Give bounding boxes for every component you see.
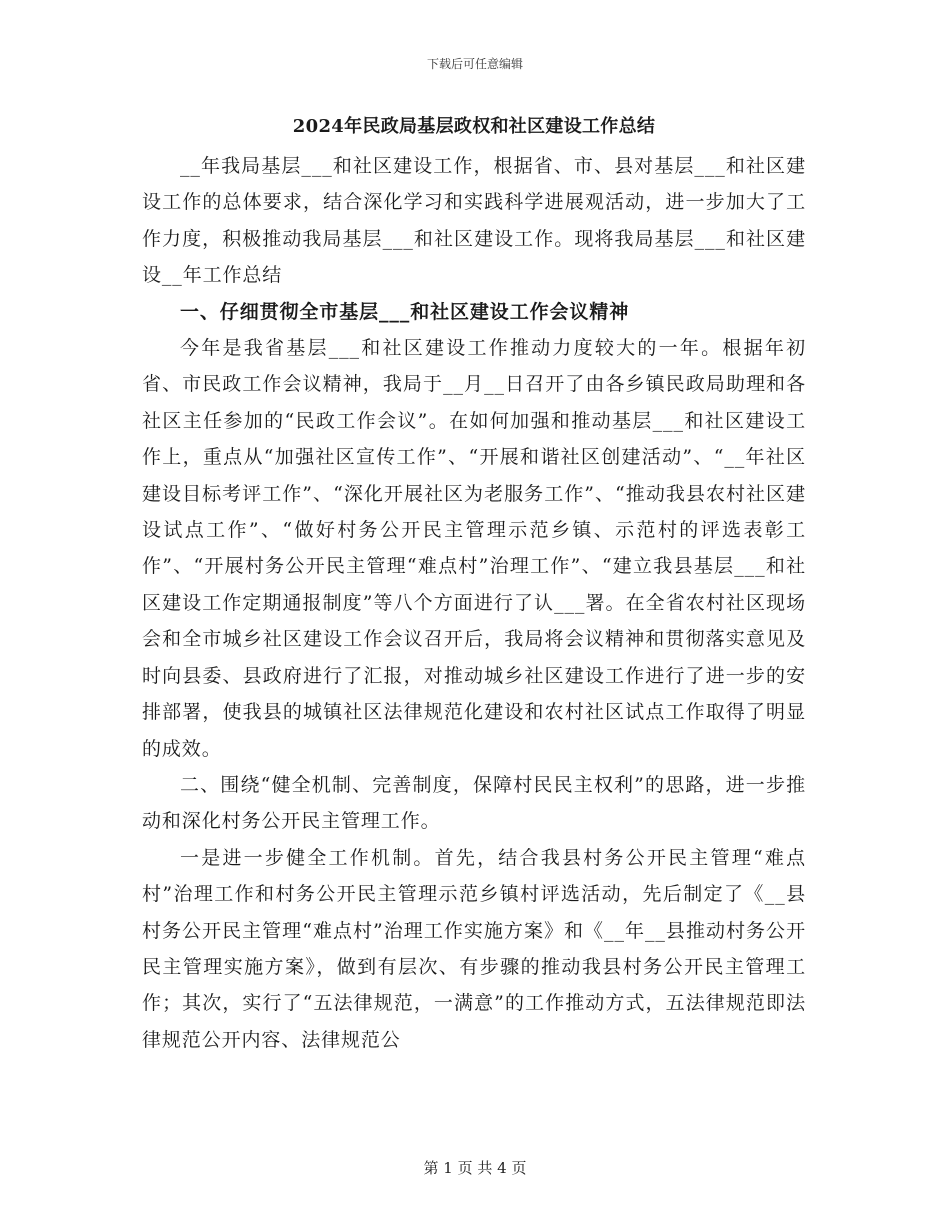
header-note: 下载后可任意编辑 <box>426 57 523 71</box>
section-1-paragraph: 今年是我省基层___和社区建设工作推动力度较大的一年。根据年初省、市民政工作会议精神，我局于__月__日召开了由各乡镇民政局助理和各社区主任参加的“民政工作会议”。在如何加强和推动基层___和社区建设工作上，重点从“加强社区宣传工作”、“开展和谐社区创建活动”、“__年社区建设目标考评工作”、“深化开展社区为老服务工作”、“推动我县农村社区建设试点工作”、“做好村务公开民主管理示范乡镇、示范村的评选表彰工作”、“开展村务公开民主管理“难点村”治理工作”、“建立我县基层___和社区建设工作定期通报制度”等八个方面进行了认___署。在全省农村社区现场会和全市城乡社区建设工作会议召开后，我局将会议精神和贯彻落实意见及时向县委、县政府进行了汇报，对推动城乡社区建设工作进行了进一步的安排部署，使我县的城镇社区法律规范化建设和农村社区试点工作取得了明显的成效。 <box>142 337 806 760</box>
document-title: 2024年民政局基层政权和社区建设工作总结 <box>292 116 656 137</box>
section-2-heading: 二、围绕“健全机制、完善制度，保障村民民主权利”的思路，进一步推动和深化村务公开民主管理工作。 <box>142 773 806 833</box>
page-number: 第 1 页 共 4 页 <box>423 1159 527 1177</box>
section-1-heading: 一、仔细贯彻全市基层___和社区建设工作会议精神 <box>180 300 630 323</box>
document-body <box>142 112 806 1058</box>
intro-paragraph: __年我局基层___和社区建设工作，根据省、市、县对基层___和社区建设工作的总体要求，结合深化学习和实践科学进展观活动，进一步加大了工作力度，积极推动我局基层___和社区建设工作。现将我局基层___和社区建设__年工作总结 <box>142 155 806 287</box>
section-2-paragraph: 一是进一步健全工作机制。首先，结合我县村务公开民主管理“难点村”治理工作和村务公开民主管理示范乡镇村评选活动，先后制定了《__县村务公开民主管理“难点村”治理工作实施方案》和《__年__县推动村务公开民主管理实施方案》，做到有层次、有步骤的推动我县村务公开民主管理工作；其次，实行了“五法律规范，一满意”的工作推动方式，五法律规范即法律规范公开内容、法律规范公 <box>142 846 806 1051</box>
